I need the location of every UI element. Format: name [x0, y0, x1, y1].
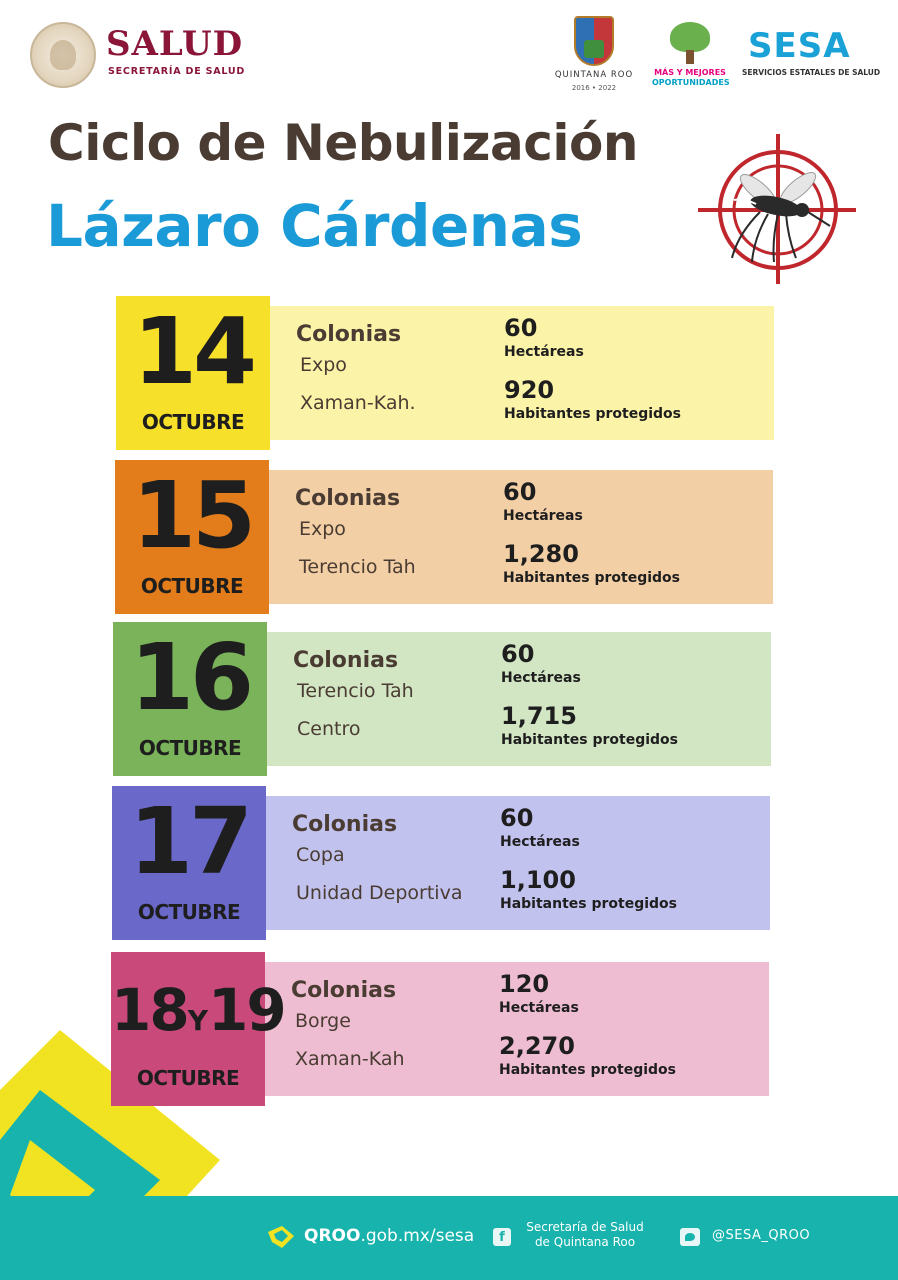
qroo-name: QUINTANA ROO [554, 70, 634, 80]
hectareas-label: Hectáreas [499, 1000, 579, 1016]
schedule-card [111, 952, 771, 1106]
schedule-card [113, 622, 773, 776]
facebook-link[interactable] [520, 1220, 650, 1250]
date-month: OCTUBRE [141, 410, 245, 434]
date-box [116, 296, 270, 450]
twitter-link[interactable]: @SESA_QROO [712, 1228, 811, 1243]
hectareas-label: Hectáreas [500, 834, 580, 850]
website-link[interactable] [304, 1226, 474, 1246]
hectareas-value: 60 [500, 804, 534, 832]
colonia-name: Xaman-Kah [295, 1048, 405, 1070]
footer [0, 1196, 898, 1280]
date-box [115, 460, 269, 614]
card-info [264, 796, 770, 930]
schedule-card [112, 786, 772, 940]
habitantes-label: Habitantes protegidos [503, 570, 681, 586]
qroo-logo-icon [268, 1226, 294, 1248]
facebook-line2: de Quintana Roo [534, 1235, 636, 1249]
facebook-icon[interactable]: f [493, 1228, 511, 1246]
hectareas-value: 60 [503, 478, 537, 506]
quintana-roo-logo [552, 16, 636, 98]
date-month: OCTUBRE [137, 900, 241, 924]
sesa-logo-subtitle: SERVICIOS ESTATALES DE SALUD [742, 68, 881, 77]
colonias-label: Colonias [291, 978, 397, 1003]
website-link-bold: QROO [304, 1226, 361, 1246]
date-box [111, 952, 285, 1106]
colonia-name: Copa [296, 844, 345, 866]
colonia-name: Xaman-Kah. [300, 392, 416, 414]
card-info [267, 470, 773, 604]
hectareas-value: 60 [504, 314, 538, 342]
twitter-icon[interactable] [680, 1228, 700, 1246]
habitantes-value: 2,270 [499, 1032, 575, 1060]
date-month: OCTUBRE [140, 574, 244, 598]
date-day: 18Y19 [111, 976, 285, 1044]
date-day: 14 [132, 298, 254, 405]
qroo-years: 2016 • 2022 [571, 84, 617, 92]
quintana-roo-shield-icon [574, 16, 614, 66]
date-day: 15 [131, 462, 253, 569]
date-month: OCTUBRE [138, 736, 242, 760]
colonia-name: Expo [299, 518, 346, 540]
colonias-label: Colonias [293, 648, 399, 673]
card-info [268, 306, 774, 440]
colonia-name: Terencio Tah [297, 680, 414, 702]
hectareas-label: Hectáreas [503, 508, 583, 524]
schedule-card [115, 460, 775, 614]
colonias-label: Colonias [292, 812, 398, 837]
hectareas-label: Hectáreas [504, 344, 584, 360]
colonia-name: Centro [297, 718, 361, 740]
hectareas-label: Hectáreas [501, 670, 581, 686]
salud-logo-title: SALUD [106, 24, 244, 64]
website-link-rest: .gob.mx/sesa [360, 1226, 475, 1246]
date-box [113, 622, 267, 776]
habitantes-label: Habitantes protegidos [499, 1062, 677, 1078]
card-info [265, 632, 771, 766]
colonia-name: Expo [300, 354, 347, 376]
mas-line2: OPORTUNIDADES [652, 78, 730, 87]
hectareas-value: 120 [499, 970, 550, 998]
colonia-name: Borge [295, 1010, 351, 1032]
sesa-logo-title: SESA [748, 26, 851, 66]
colonia-name: Unidad Deportiva [296, 882, 463, 904]
mas-line1: MÁS Y MEJORES [654, 68, 726, 77]
card-info [263, 962, 769, 1096]
mexico-seal-icon [30, 22, 96, 88]
habitantes-value: 920 [504, 376, 555, 404]
habitantes-value: 1,715 [501, 702, 577, 730]
date-month: OCTUBRE [136, 1066, 240, 1090]
habitantes-value: 1,100 [500, 866, 576, 894]
facebook-line1: Secretaría de Salud [526, 1220, 644, 1234]
tree-icon [670, 22, 710, 52]
mosquito-target-icon [698, 134, 856, 284]
habitantes-label: Habitantes protegidos [501, 732, 679, 748]
mas-oportunidades-logo [652, 20, 728, 90]
habitantes-value: 1,280 [503, 540, 579, 568]
schedule-card [116, 296, 776, 450]
colonia-name: Terencio Tah [299, 556, 416, 578]
habitantes-label: Habitantes protegidos [500, 896, 678, 912]
date-box [112, 786, 266, 940]
colonias-label: Colonias [296, 322, 402, 347]
salud-logo-subtitle: SECRETARÍA DE SALUD [108, 66, 246, 77]
date-day: 17 [128, 788, 250, 895]
colonias-label: Colonias [295, 486, 401, 511]
habitantes-label: Habitantes protegidos [504, 406, 682, 422]
page-subtitle: Lázaro Cárdenas [46, 192, 583, 260]
page-title: Ciclo de Nebulización [48, 114, 638, 172]
date-day: 16 [129, 624, 251, 731]
hectareas-value: 60 [501, 640, 535, 668]
